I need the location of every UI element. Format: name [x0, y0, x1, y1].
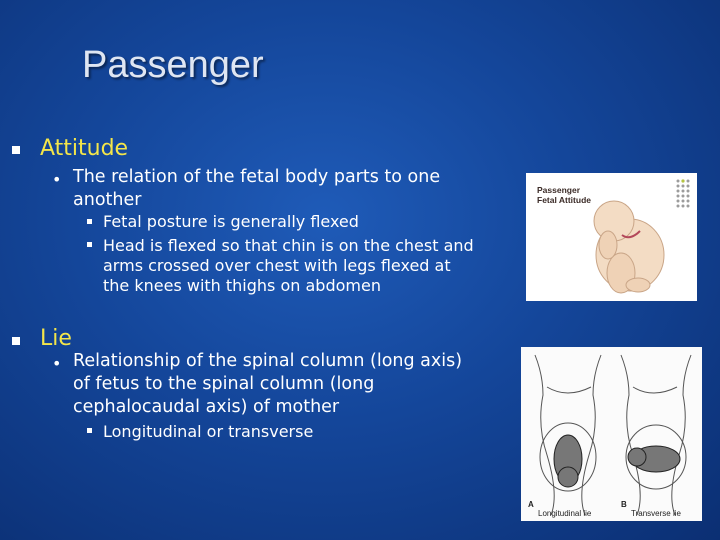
- bullet-dot-icon: •: [52, 170, 62, 189]
- subpoint-lie-1: Longitudinal or transverse: [103, 422, 314, 441]
- caption-line: Passenger: [537, 185, 580, 195]
- bullet-square-icon: [87, 219, 92, 224]
- lie-illustration: [521, 347, 702, 521]
- subpoint-attitude-2: [103, 236, 528, 296]
- figure-caption-b: Transverse lie: [631, 509, 681, 518]
- point-line: The relation of the fetal body parts to one: [73, 167, 441, 187]
- caption-line: Fetal Attitude: [537, 195, 591, 205]
- fetal-lie-image: [521, 347, 702, 521]
- point-line: of fetus to the spinal column (long: [73, 374, 375, 394]
- point-attitude: [73, 166, 513, 212]
- point-line: Relationship of the spinal column (long axis): [73, 351, 463, 371]
- subpoint-line: Head is flexed so that chin is on the chest and: [103, 236, 474, 255]
- bullet-square-icon: [87, 242, 92, 247]
- heading-attitude: Attitude: [40, 136, 129, 161]
- bullet-square-icon: [87, 428, 92, 433]
- heading-lie: Lie: [40, 326, 72, 351]
- bullet-square-icon: [12, 146, 20, 154]
- subpoint-line: the knees with thighs on abdomen: [103, 276, 381, 295]
- fetus-illustration: [526, 173, 697, 301]
- point-lie: [73, 350, 518, 419]
- point-line: cephalocaudal axis) of mother: [73, 397, 340, 417]
- figure-caption-a: Longitudinal lie: [538, 509, 592, 518]
- figure-label-b: B: [621, 500, 627, 509]
- slide-title: Passenger: [82, 44, 264, 86]
- fetal-attitude-image: [526, 173, 697, 301]
- bullet-square-icon: [12, 337, 20, 345]
- bullet-dot-icon: •: [52, 354, 62, 373]
- subpoint-attitude-1: Fetal posture is generally flexed: [103, 212, 359, 231]
- figure-label-a: A: [528, 500, 534, 509]
- subpoint-line: arms crossed over chest with legs flexed at: [103, 256, 451, 275]
- point-line: another: [73, 190, 142, 210]
